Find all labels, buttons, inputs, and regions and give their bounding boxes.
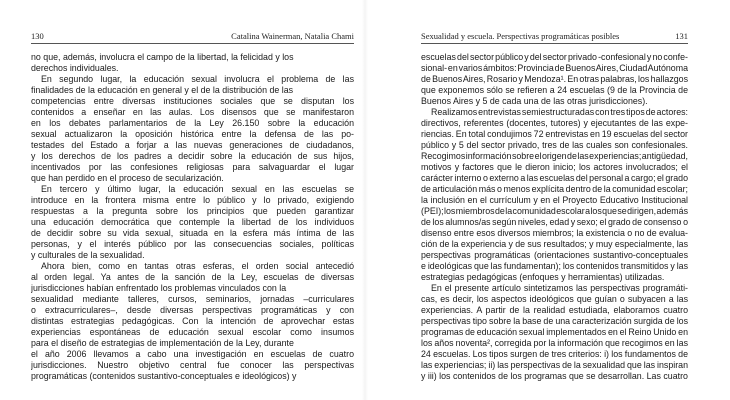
text-line: ción de la experiencia y de sus resultados; y muy especialmente, las — [421, 239, 688, 250]
text-line: público y 5 del sector privado, tres de las cuales son confesionales. — [421, 140, 688, 151]
header-rule — [421, 43, 688, 44]
running-head-title: Sexualidad y escuela. Perspectivas programáticas posibles — [421, 31, 620, 41]
text-line: carácter interno o externo a las escuelas del personal a cargo; el grado — [421, 173, 688, 184]
text-line: jurisdicciones. Nuestro objetivo central fue conocer las perspectivas — [31, 360, 354, 371]
text-line: personas, y el interés público por las consecuencias sociales, políticas — [31, 239, 354, 250]
text-line: de los alumnos/as según niveles, edad y sexo; el grado de consenso o — [421, 217, 688, 228]
text-line: perspectivas tipo sobre la base de una caracterización surgida de los — [421, 316, 688, 327]
text-line: En segundo lugar, la educación sexual involucra el problema de las — [41, 74, 354, 85]
text-line: e ideológicas que las fundamentan); los contenidos transmitidos y las — [421, 261, 688, 272]
text-line: Ahora bien, como en tantas otras esferas, el orden social antecedió — [41, 261, 354, 272]
text-line: testades del Estado a forjar a las nuevas generaciones de ciudadanos, — [31, 140, 354, 151]
page-number: 130 — [31, 31, 44, 41]
text-line: perspectivas programáticas (orientaciones sustantivo-conceptuales — [421, 250, 688, 261]
text-line: de Buenos Aires, Rosario y Mendoza¹. En otras palabras, los hallazgos — [421, 74, 688, 85]
text-line: sional- en varios ámbitos: Provincia de Buenos Aires, Ciudad Autónoma — [421, 63, 688, 74]
text-line: respuestas a la pregunta sobre los principios que pueden garantizar — [31, 206, 354, 217]
text-line: (PEI); los miembros de la comunidad escolar a los que se dirigen, además — [421, 206, 688, 217]
text-line: competencias entre diversas instituciones sociales que se disputan los — [31, 96, 354, 107]
text-line: En tercero y último lugar, la educación sexual en las escuelas se — [41, 184, 354, 195]
text-line: y iii) los contenidos de los programas que se desarrollan. Las cuatro — [421, 371, 688, 382]
text-line: estrategias pedagógicas (enfoques y herramientas) utilizadas. — [421, 272, 665, 283]
text-line: la inclusión en el currículum y en el Proyecto Educativo Institucional — [421, 195, 688, 206]
text-line: experiencias espontáneas de educación sexual escolar como insumos — [31, 327, 354, 338]
text-line: distintas estrategias pedagógicas. Con la intención de aprovechar estas — [31, 316, 354, 327]
text-line: y los derechos de los padres a decidir sobre la educación de sus hijos, — [31, 151, 354, 162]
text-line: para el diseño de estrategias de implementación de la Ley, durante — [31, 338, 294, 349]
text-line: de articulación más o menos explícita dentro de la comunidad escolar; — [421, 184, 688, 195]
text-line: no que, además, involucra el campo de la libertad, la felicidad y los — [31, 52, 294, 62]
text-line: programáticas (contenidos sustantivo-conceptuales e ideológicos) y — [31, 371, 297, 382]
text-line: Recogimos información sobre el origen de las experiencias; antigüedad, — [421, 151, 688, 162]
body-text — [421, 52, 688, 382]
text-line: las experiencias; ii) las perspectivas de la sexualidad que las inspiran — [421, 360, 688, 371]
text-line: contenidos a enseñar en las aulas. Los disensos que se manifestaron — [31, 107, 354, 118]
text-line: escuelas del sector público y del sector privado -confesional y no confe- — [421, 52, 688, 62]
text-line: el año 2006 llevamos a cabo una investigación en escuelas de cuatro — [31, 349, 354, 360]
text-line: jurisdicciones habían enfrentado los problemas vinculados con la — [31, 283, 287, 294]
text-line: que han perdido en el proceso de secularización. — [31, 173, 224, 184]
text-line: finalidades de la educación en general y el de la distribución de las — [31, 85, 294, 96]
text-line: Buenos Aires y 5 de cada una de las otras jurisdicciones). — [421, 96, 648, 107]
text-line: sexualidad mediante talleres, cursos, seminarios, jornadas –curriculares — [31, 294, 354, 305]
text-line: y culturales de la sexualidad. — [31, 250, 145, 261]
text-line: En el presente artículo sintetizamos las perspectivas programáti- — [431, 283, 688, 294]
text-line: una educación democrática que contemple la libertad de los individuos — [31, 217, 354, 228]
text-line: derechos individuales. — [31, 63, 119, 74]
text-line: cas, es decir, los aspectos ideológicos que guían o subyacen a las — [421, 294, 688, 305]
text-line: programas de educación sexual implementados en el Reino Unido en — [421, 327, 688, 338]
right-page — [365, 0, 730, 400]
text-line: experiencias. A partir de la realidad estudiada, elaboramos cuatro — [421, 305, 688, 316]
text-line: riencias. En total condujimos 72 entrevistas en 19 escuelas del sector — [421, 129, 688, 140]
text-line: directivos, referentes (docentes, tutores) y ejecutantes de las expe- — [421, 118, 688, 129]
text-line: en los debates parlamentarios de la Ley 26.150 sobre la educación — [31, 118, 354, 129]
running-head-authors: Catalina Wainerman, Natalia Chami — [231, 31, 354, 41]
text-line: incentivados por las confesiones religiosas para salvaguardar el lugar — [31, 162, 354, 173]
text-line: al orden legal. Ya antes de la sanción de la Ley, escuelas de diversas — [31, 272, 354, 283]
text-line: o extracurriculares–, desde diversas perspectivas programáticas y con — [31, 305, 354, 316]
text-line: los años noventa², corregida por la información que recogimos en las — [421, 338, 688, 349]
body-text — [31, 52, 354, 382]
text-line: introduce en la frontera misma entre lo público y lo privado, exigiendo — [31, 195, 354, 206]
page-number: 131 — [675, 31, 688, 41]
text-line: motivos y factores que le dieron inicio; los actores involucrados; el — [421, 162, 688, 173]
text-line: disenso entre esos diversos miembros; la existencia o no de evalua- — [421, 228, 688, 239]
text-line: 24 escuelas. Los tipos surgen de tres criterios: i) los fundamentos de — [421, 349, 688, 360]
text-line: Realizamos entrevistas semiestructuradas con tres tipos de actores: — [431, 107, 688, 118]
header-rule — [31, 43, 354, 44]
text-line: de decidir sobre su vida sexual, situada en la esfera más íntima de las — [31, 228, 354, 239]
text-line: sexual actualizaron la oposición histórica entre la defensa de las po- — [31, 129, 354, 140]
text-line: que exponemos sólo se refieren a 24 escuelas (9 de la Provincia de — [421, 85, 688, 96]
